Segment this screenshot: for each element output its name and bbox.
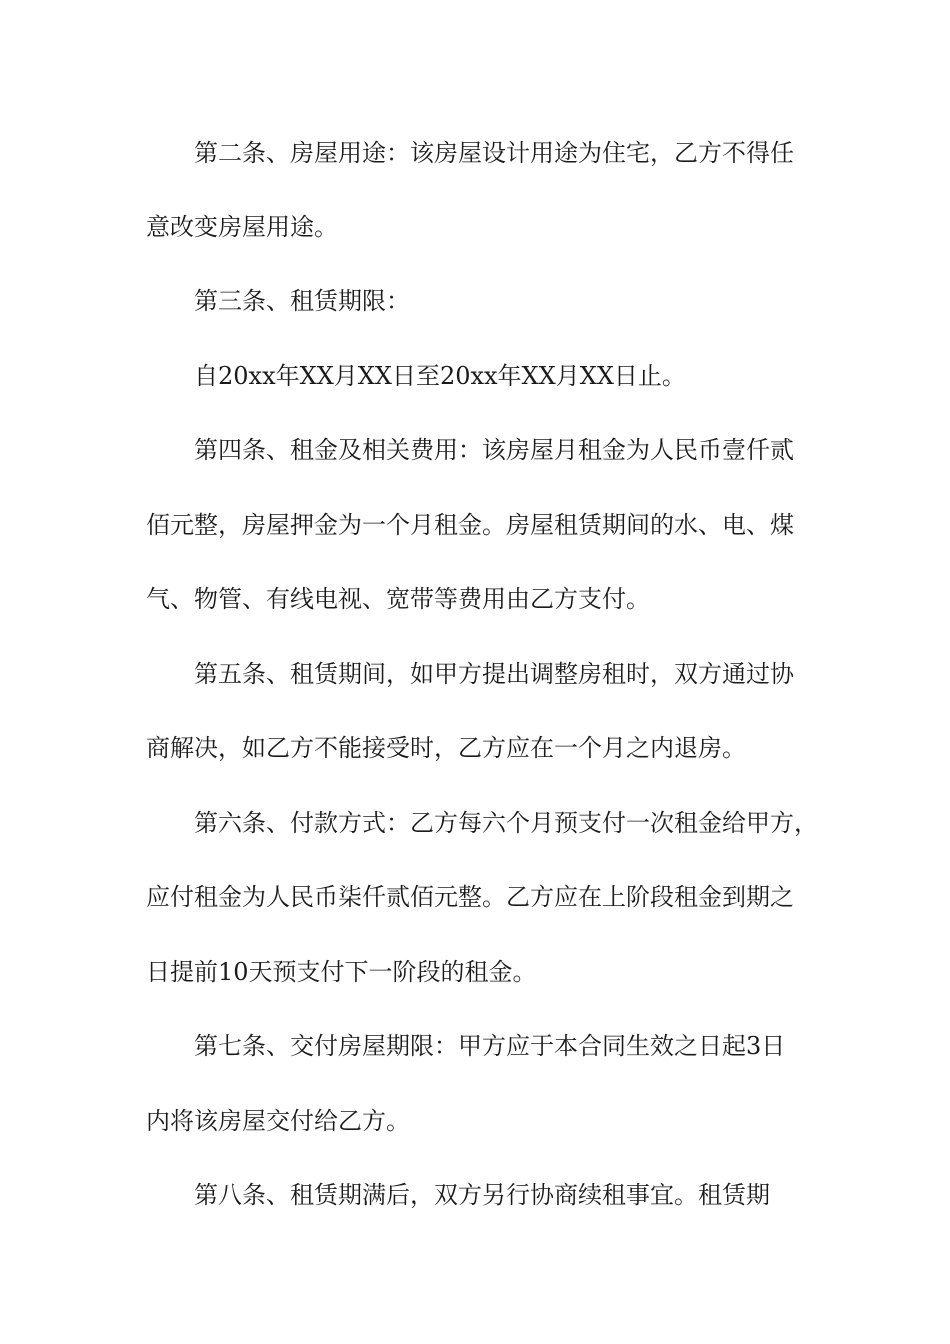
clause-5-line-1: 第五条、租赁期间，如甲方提出调整房租时，双方通过协 <box>194 660 794 688</box>
clause-3-line-2: 自20xx年XX月XX日至20xx年XX月XX日止。 <box>194 362 686 390</box>
clause-5-line-2: 商解决，如乙方不能接受时，乙方应在一个月之内退房。 <box>146 734 746 762</box>
clause-7-line-1: 第七条、交付房屋期限：甲方应于本合同生效之日起3日 <box>194 1032 786 1060</box>
clause-3-line-1: 第三条、租赁期限： <box>194 287 410 315</box>
clause-2-line-1: 第二条、房屋用途：该房屋设计用途为住宅，乙方不得任 <box>194 139 794 167</box>
clause-4-line-3: 气、物管、有线电视、宽带等费用由乙方支付。 <box>146 585 650 613</box>
clause-4-line-2: 佰元整，房屋押金为一个月租金。房屋租赁期间的水、电、煤 <box>146 511 794 539</box>
clause-4-line-1: 第四条、租金及相关费用：该房屋月租金为人民币壹仟贰 <box>194 436 794 464</box>
clause-7-line-2: 内将该房屋交付给乙方。 <box>146 1107 410 1135</box>
clause-6-line-1: 第六条、付款方式：乙方每六个月预支付一次租金给甲方， <box>194 809 818 837</box>
clause-6-line-3: 日提前10天预支付下一阶段的租金。 <box>146 958 537 986</box>
clause-2-line-2: 意改变房屋用途。 <box>146 213 338 241</box>
clause-8-line-1: 第八条、租赁期满后，双方另行协商续租事宜。租赁期 <box>194 1181 770 1209</box>
clause-6-line-2: 应付租金为人民币柒仟贰佰元整。乙方应在上阶段租金到期之 <box>146 883 794 911</box>
